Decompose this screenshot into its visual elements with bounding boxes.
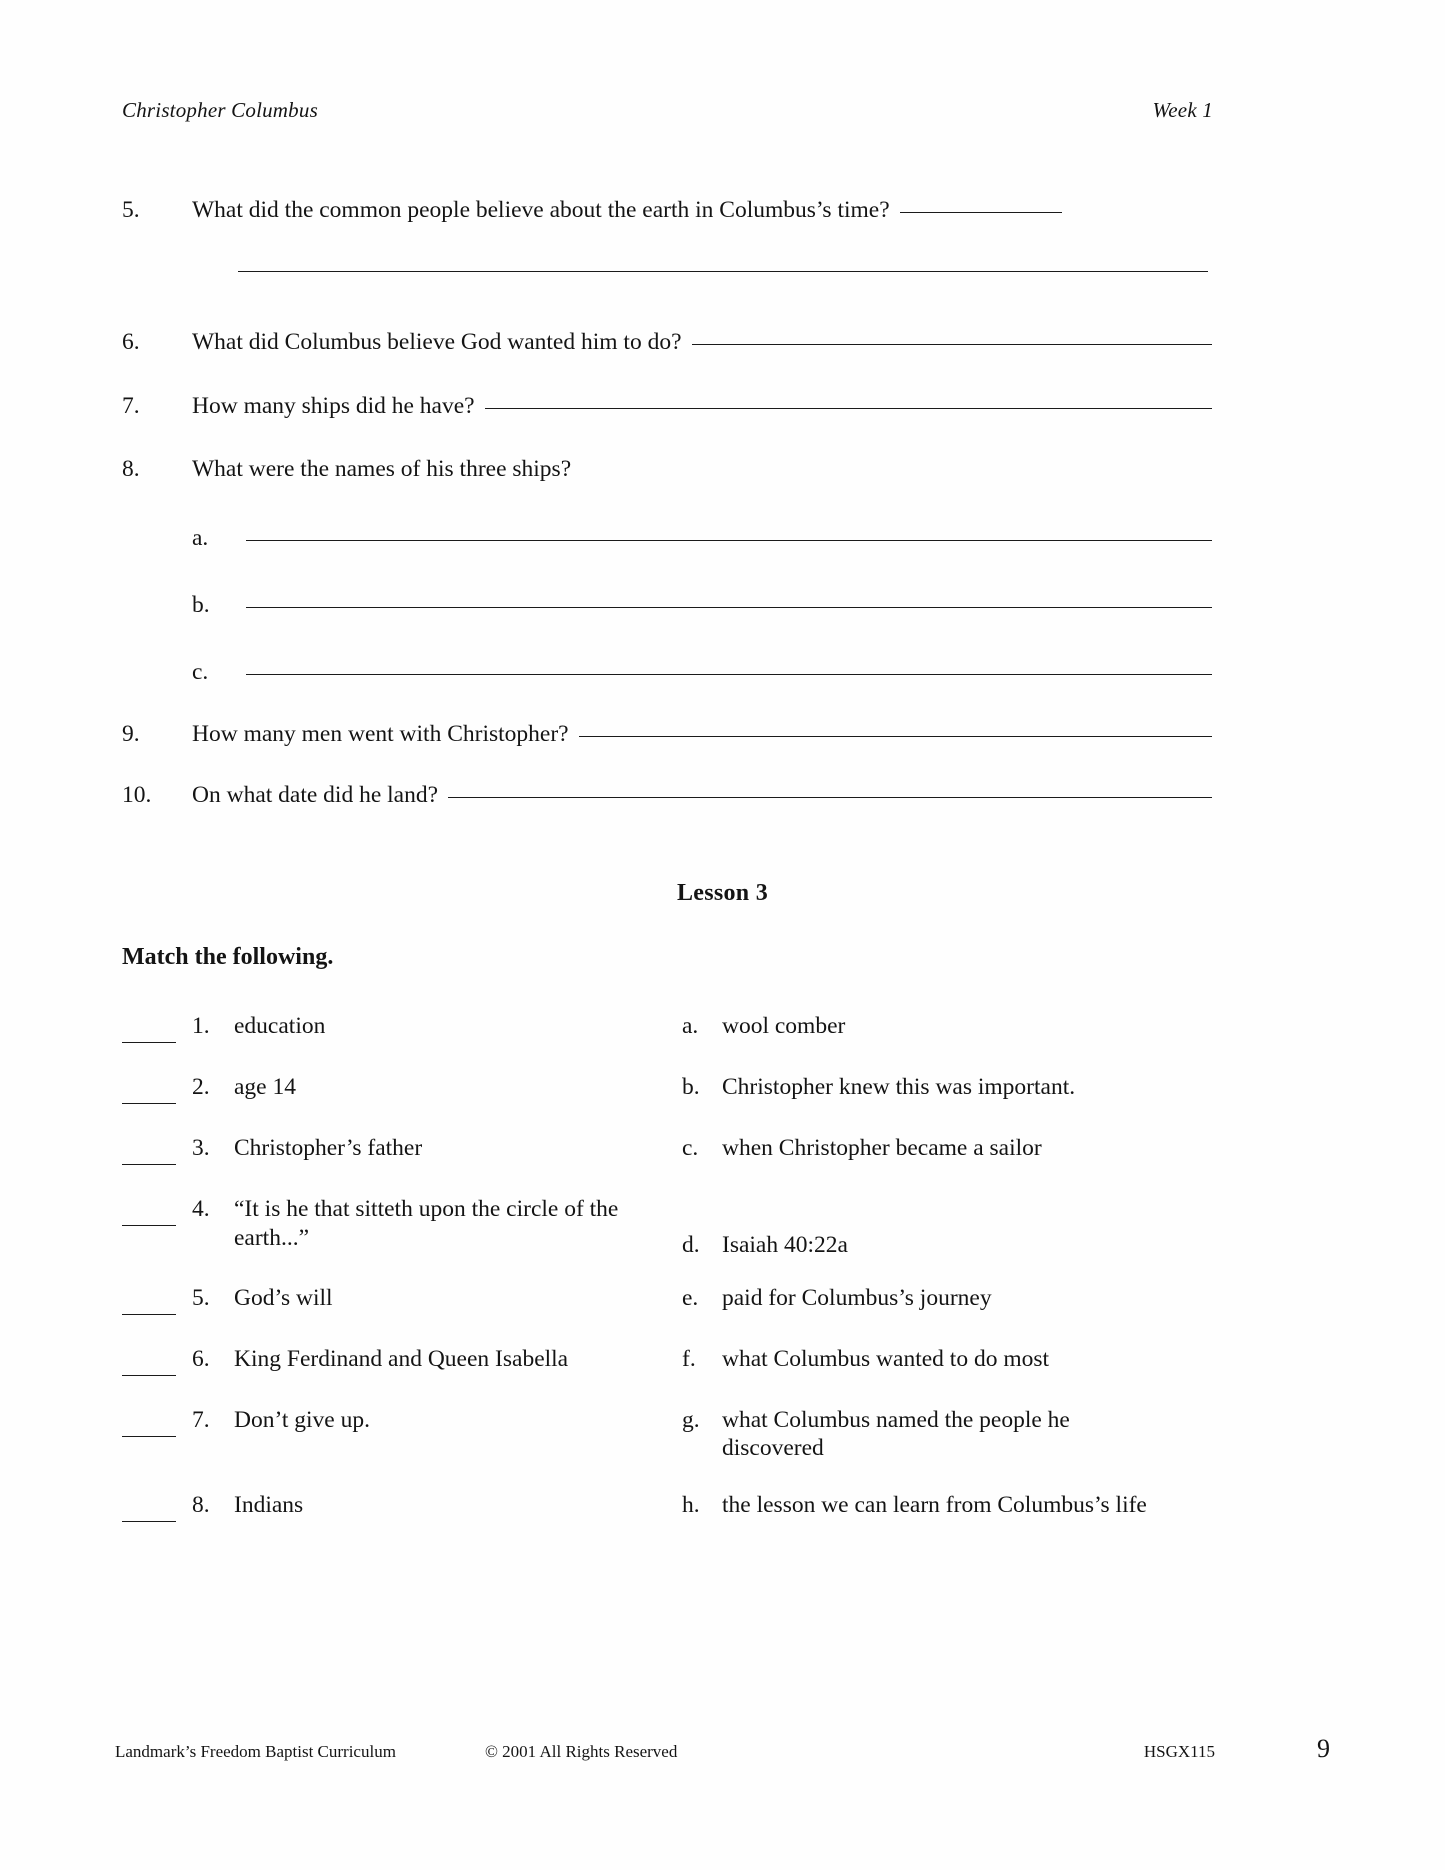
answer-blank-line[interactable] [448,797,1212,798]
match-item-text: age 14 [234,1074,296,1100]
matching-section [122,1012,1282,1522]
match-answer-blank[interactable] [122,1206,176,1226]
match-answer-blank[interactable] [122,1023,176,1043]
subitem-letter: a. [192,524,209,551]
subitem-row [192,659,1212,686]
match-item-number: 7. [192,1406,210,1433]
match-item-number: 5. [192,1284,210,1311]
match-answer-blank[interactable] [122,1084,176,1104]
question-number: 7. [122,392,140,419]
running-head-week: Week 1 [1152,98,1213,122]
match-item-number: 4. [192,1196,210,1222]
running-head-title: Christopher Columbus [122,98,318,122]
question-number: 6. [122,329,140,356]
page-footer [115,1734,1330,1764]
match-option-letter: g. [682,1406,700,1433]
answer-blank-line[interactable] [246,674,1212,675]
matching-row [122,1284,1282,1315]
match-item-text: Christopher’s father [234,1135,423,1161]
matching-row [122,1012,1282,1043]
match-item-text: education [234,1013,326,1039]
match-item-text: God’s will [234,1284,333,1311]
question-text: How many men went with Christopher? [192,720,569,747]
answer-blank-line[interactable] [579,736,1212,737]
question-text: On what date did he land? [192,781,439,808]
question-row [122,392,1212,421]
match-option-text: Isaiah 40:22a [722,1232,848,1258]
match-option-text: the lesson we can learn from Columbus’s life [722,1491,1147,1518]
match-option-letter: h. [682,1491,700,1518]
match-option-text: what Columbus named the people he discovered [722,1406,1070,1462]
match-option-text: Christopher knew this was important. [722,1074,1076,1100]
match-instruction: Match the following. [122,944,334,970]
match-option-letter: f. [682,1345,696,1372]
question-text: What were the names of his three ships? [192,456,572,483]
answer-blank-line[interactable] [692,344,1213,345]
footer-page-number: 9 [1317,1734,1330,1763]
matching-row [122,1134,1282,1165]
match-item-text: King Ferdinand and Queen Isabella [234,1345,569,1372]
question-number: 10. [122,781,152,808]
match-option-letter: b. [682,1074,700,1100]
match-option-text: when Christopher became a sailor [722,1135,1042,1161]
match-item-text: Don’t give up. [234,1406,370,1433]
question-row [122,455,1212,484]
matching-row [122,1195,1282,1260]
answer-blank-line-continued[interactable] [238,271,1208,272]
question-number: 8. [122,456,140,483]
match-item-number: 8. [192,1491,210,1518]
answer-blank-line[interactable] [246,540,1212,541]
question-row [122,196,1212,225]
answer-blank-line[interactable] [485,408,1212,409]
question-row [122,781,1212,810]
question-text: What did Columbus believe God wanted him to do? [192,329,682,356]
subitem-letter: b. [192,591,210,618]
matching-row [122,1406,1282,1463]
match-option-text: paid for Columbus’s journey [722,1284,992,1311]
question-number: 9. [122,720,140,747]
running-head [122,98,1325,132]
question-number: 5. [122,197,140,223]
footer-publisher: Landmark’s Freedom Baptist Curriculum [115,1742,396,1761]
match-item-text: Indians [234,1491,304,1518]
match-item-number: 6. [192,1345,210,1372]
subitem-row [192,525,1212,552]
match-option-text: wool comber [722,1013,846,1039]
match-answer-blank[interactable] [122,1502,176,1522]
match-option-text: what Columbus wanted to do most [722,1345,1050,1372]
match-option-letter: a. [682,1013,699,1039]
match-option-letter: d. [682,1232,700,1258]
question-text: What did the common people believe about the earth in Columbus’s time? [192,197,890,223]
matching-row [122,1491,1282,1522]
match-option-letter: e. [682,1284,699,1311]
answer-blank-line[interactable] [900,212,1062,213]
question-row [122,720,1212,749]
match-answer-blank[interactable] [122,1145,176,1165]
match-item-number: 1. [192,1013,210,1039]
question-row [122,328,1212,357]
match-item-number: 2. [192,1074,210,1100]
matching-row [122,1345,1282,1376]
match-option-letter: c. [682,1135,699,1161]
question-text: How many ships did he have? [192,392,475,419]
match-answer-blank[interactable] [122,1295,176,1315]
subitem-row [192,592,1212,619]
match-item-text: “It is he that sitteth upon the circle of the earth...” [234,1196,619,1251]
subitem-letter: c. [192,658,209,685]
footer-copyright: © 2001 All Rights Reserved [485,1742,678,1761]
answer-blank-line[interactable] [246,607,1212,608]
matching-row [122,1073,1282,1104]
match-answer-blank[interactable] [122,1417,176,1437]
footer-code: HSGX115 [1143,1742,1215,1761]
lesson-heading: Lesson 3 [676,880,769,906]
match-item-number: 3. [192,1135,210,1161]
question-list [122,196,1212,810]
match-answer-blank[interactable] [122,1356,176,1376]
